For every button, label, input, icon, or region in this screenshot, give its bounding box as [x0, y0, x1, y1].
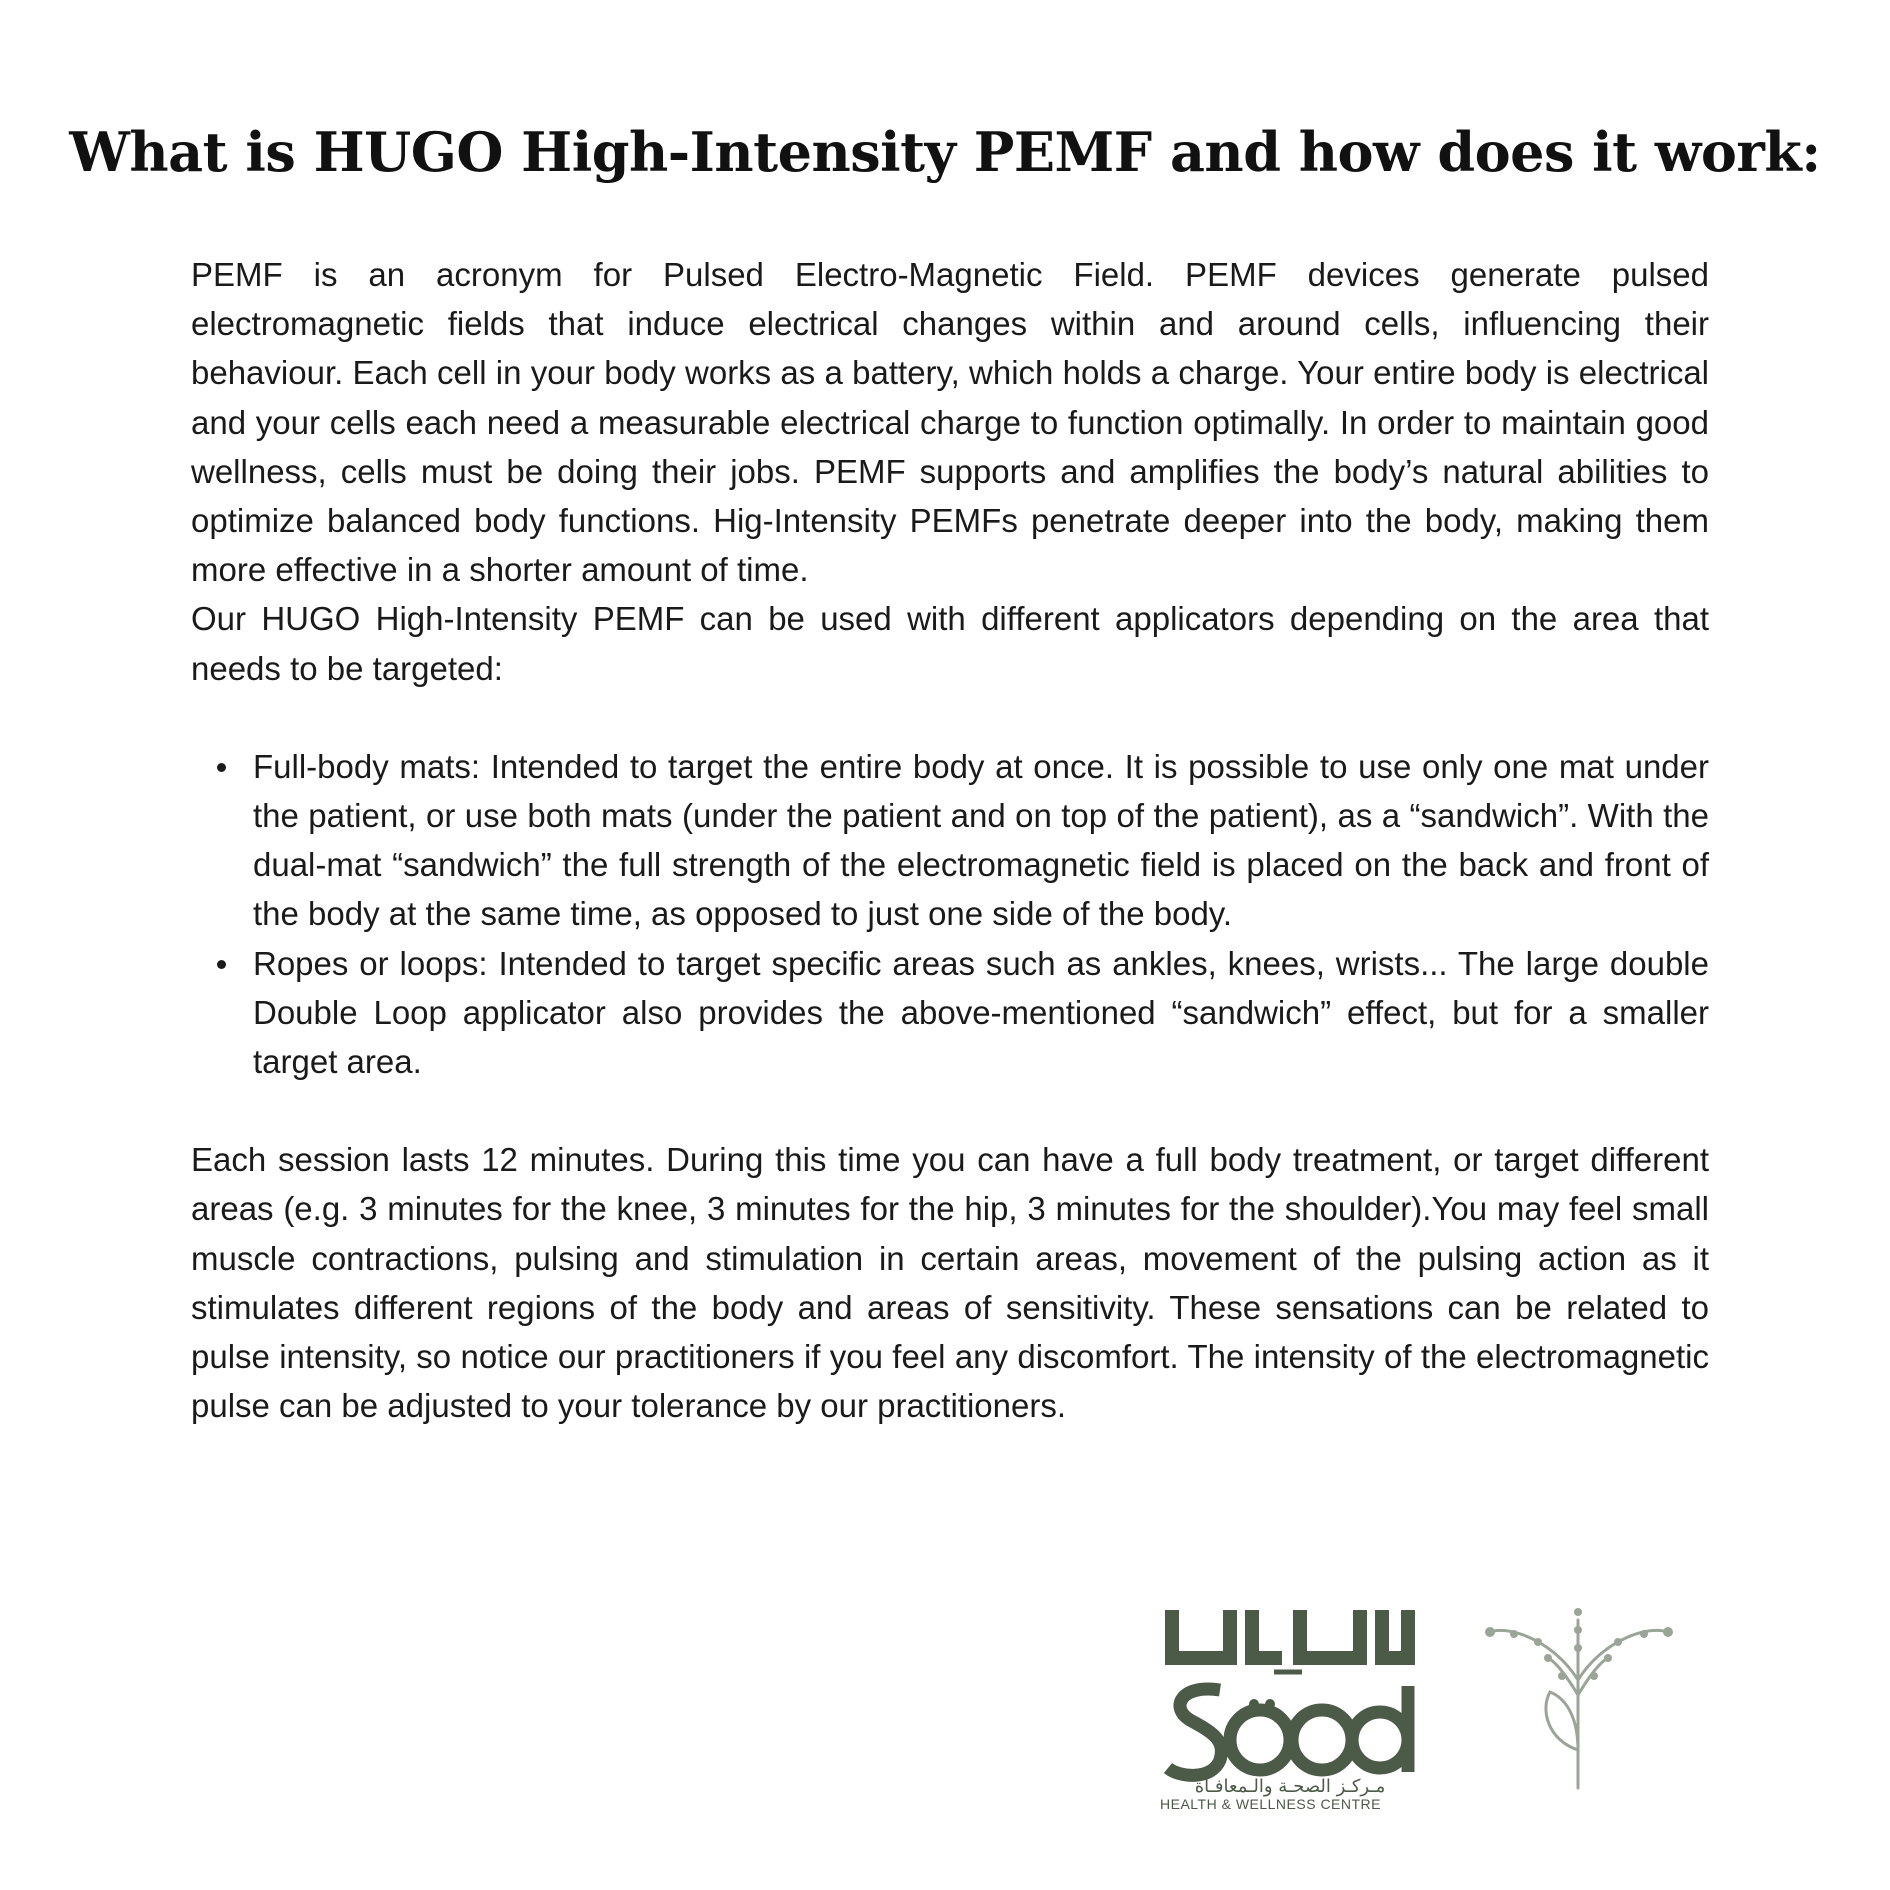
page-title: What is HUGO High-Intensity PEMF and how does it work:: [69, 120, 1821, 184]
applicator-list: [191, 742, 1709, 1086]
list-item-text: Full-body mats: Intended to target the entire body at once. It is possible to use only one mat under the patient, or use both mats (under the patient and on top of the patient), as a “sandwich”. With the dual-mat “sandwich” the full strength of the electromagnetic field is placed on the back and front of the body at the same time, as opposed to just one side of the body.: [253, 747, 1709, 933]
list-item-text: Ropes or loops: Intended to target specific areas such as ankles, knees, wrists... The large double Double Loop applicator also provides the above-mentioned “sandwich” effect, but for a smaller target area.: [253, 944, 1709, 1081]
plant-emblem-icon: [1478, 1600, 1678, 1800]
seed-logo: [1160, 1600, 1420, 1820]
bullet-icon: [217, 763, 226, 772]
intro-paragraph: PEMF is an acronym for Pulsed Electro-Magnetic Field. PEMF devices generate pulsed electromagnetic fields that induce electrical changes within and around cells, influencing their behaviour. Each cell in your body works as a battery, which holds a charge. Your entire body is electrical and your cells each need a measurable electrical charge to function optimally. In order to maintain good wellness, cells must be doing their jobs. PEMF supports and amplifies the body’s natural abilities to optimize balanced body functions. Hig-Intensity PEMFs penetrate deeper into the body, making them more effective in a shorter amount of time.: [191, 256, 1709, 589]
bullet-icon: [217, 960, 226, 969]
svg-text:مـركـز الصحـة والـمعافـاة: مـركـز الصحـة والـمعافـاة: [1194, 1776, 1386, 1797]
spacer: [191, 1086, 1709, 1135]
list-item: [191, 939, 1709, 1087]
spacer: [191, 693, 1709, 742]
logo-tagline: HEALTH & WELLNESS CENTRE: [1160, 1796, 1382, 1812]
list-item: [191, 742, 1709, 939]
brand-logos: [1160, 1600, 1680, 1820]
session-paragraph: Each session lasts 12 minutes. During this time you can have a full body treatment, or target different areas (e.g. 3 minutes for the knee, 3 minutes for the hip, 3 minutes for the shoulder).You may feel small muscle contractions, pulsing and stimulation in certain areas, movement of the pulsing action as it stimulates different regions of the body and areas of sensitivity. These sensations can be related to pulse intensity, so notice our practitioners if you feel any discomfort. The intensity of the electromagnetic pulse can be adjusted to your tolerance by our practitioners.: [191, 1141, 1709, 1425]
applicators-intro-paragraph: Our HUGO High-Intensity PEMF can be used with different applicators depending on the area that needs to be targeted:: [191, 600, 1709, 687]
article-body: [191, 250, 1709, 1430]
